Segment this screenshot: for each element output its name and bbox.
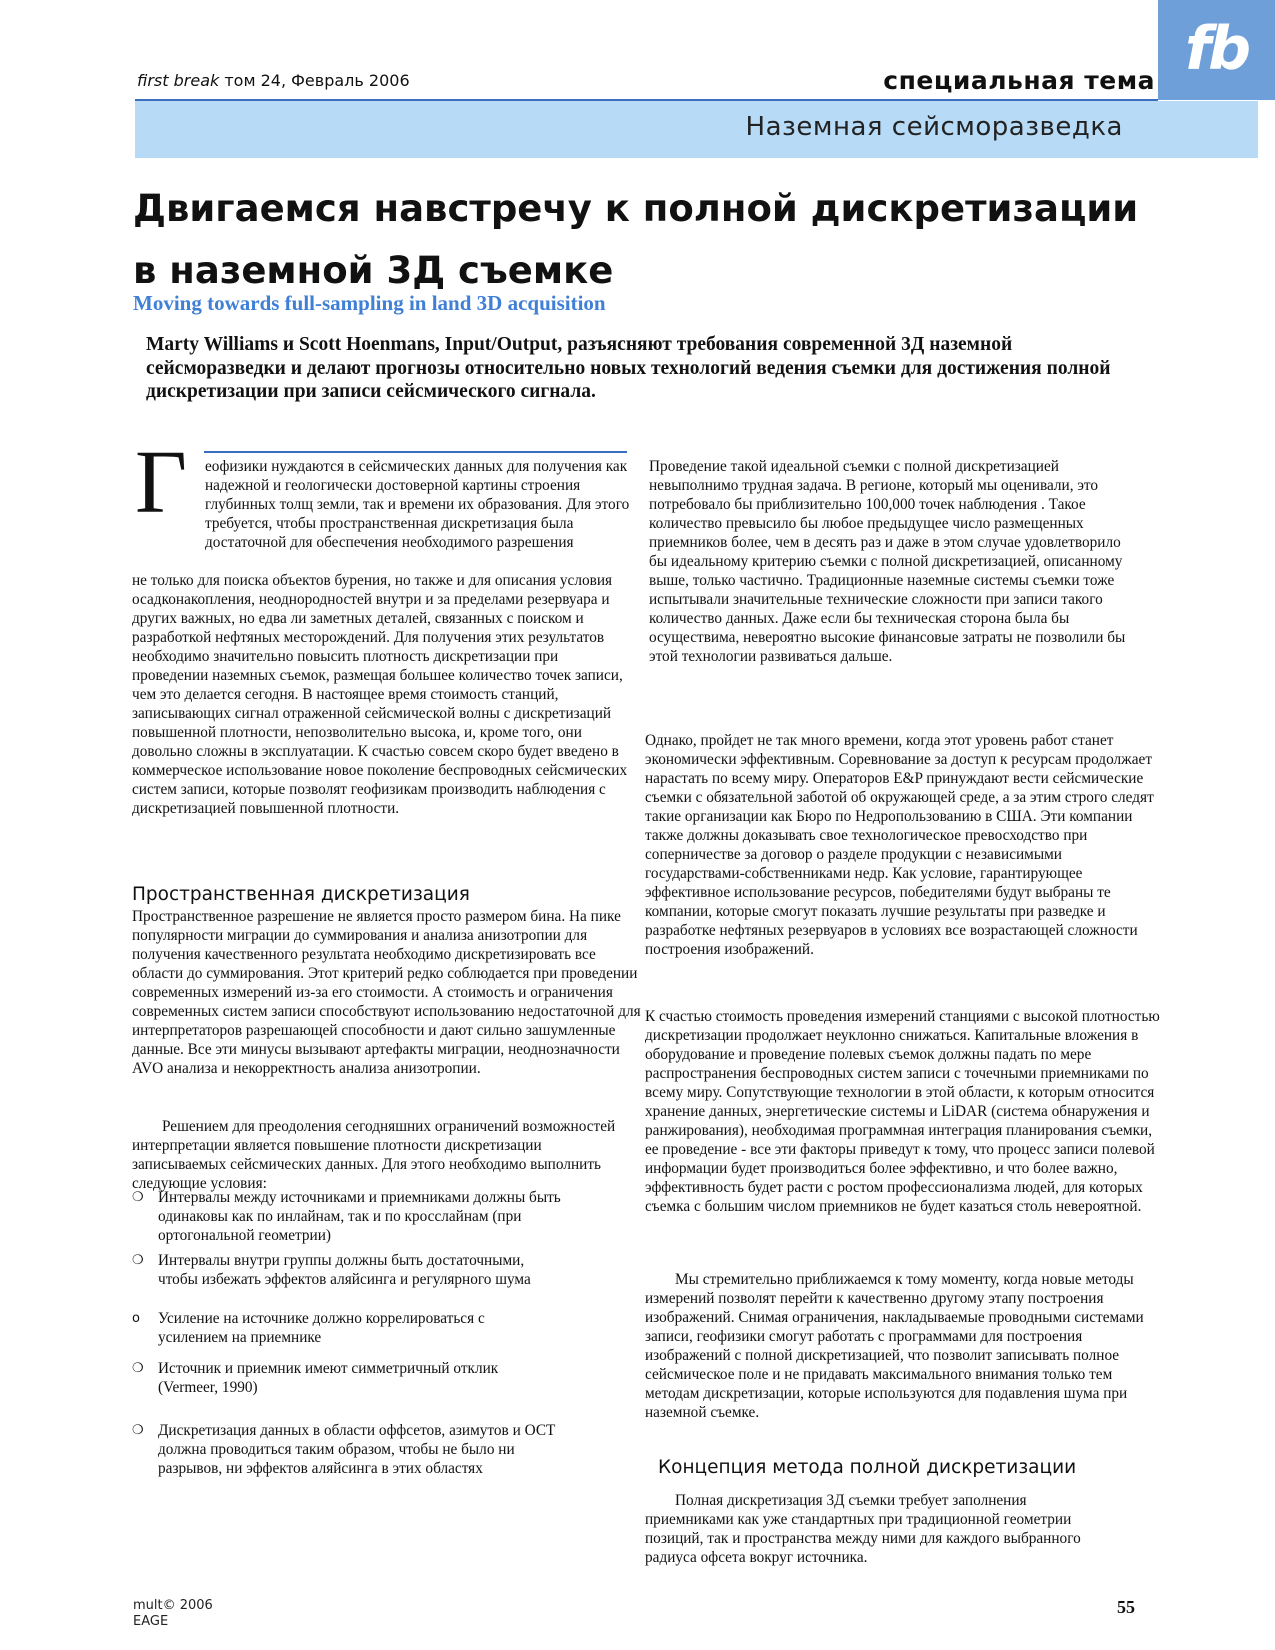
intro-paragraph-start: еофизики нуждаются в сейсмических данных для получения как надежной и геологически достоверной картины строения глубинных толщ земли, так и времени их образования. Для этого требуется, чтобы пространственная дискретизация была достаточной для обеспечения необходимого разрешения xyxy=(205,458,630,551)
article-title: Двигаемся навстречу к полной дискретизации в наземной 3Д съемке xyxy=(133,187,1139,292)
list-item-text: Дискретизация данных в области оффсетов, азимутов и ОСТ должна проводиться таким образом, чтобы не было ни разрывов, ни эффектов аляйсинга в этих областях xyxy=(158,1422,556,1477)
section-title: Наземная сейсморазведка xyxy=(745,112,1123,142)
bullet-marker: ❍ xyxy=(132,1423,144,1438)
copyright xyxy=(133,1598,213,1630)
list-item xyxy=(132,1421,562,1478)
list-item xyxy=(132,1188,562,1245)
article-lead: Marty Williams и Scott Hoenmans, Input/Output, разъясняют требования современной 3Д наземной сейсморазведки и делают прогнозы относительно новых технологий ведения съемки для достижения полной дискретизации при записи сейсмического сигнала. xyxy=(146,334,1111,402)
journal-logo: fb xyxy=(1158,0,1275,100)
list-item xyxy=(132,1359,522,1397)
list-item-text: Источник и приемник имеют симметричный отклик (Vermeer, 1990) xyxy=(158,1360,499,1396)
bullet-marker: ❍ xyxy=(132,1190,144,1205)
paragraph-solution: Решением для преодоления сегодняшних ограничений возможностей интерпретации является повышение плотности дискретизации записываемых сейсмических данных. Для этого необходимо выполнить следующие условия: xyxy=(132,1118,616,1192)
bullet-marker: ❍ xyxy=(132,1253,144,1268)
article-subtitle-en: Moving towards full-sampling in land 3D acquisition xyxy=(133,291,606,315)
paragraph-new-methods: Мы стремительно приближаемся к тому моменту, когда новые методы измерений позволят перейти к качественно другому этапу построения изображений. Снимая ограничения, накладываемые проводными системами записи, геофизики смогут работать с программами для построения изображений с полной дискретизацией, что позволит записывать полное сейсмическое поле и не придавать максимального внимания только тем методам дискретизации, которые используются для подавления шума при наземной съемке. xyxy=(645,1271,1144,1421)
list-item xyxy=(132,1251,562,1289)
heading-full-sampling-concept: Концепция метода полной дискретизации xyxy=(658,1457,1077,1478)
drop-cap: Г xyxy=(135,433,188,532)
section-band xyxy=(135,101,1258,158)
bullet-marker: ❍ xyxy=(132,1361,144,1376)
paragraph-full-sampling: Полная дискретизация 3Д съемки требует заполнения приемниками как уже стандартных при традиционной геометрии позиций, так и пространства между ними для каждого выбранного радиуса офсета вокруг источника. xyxy=(645,1492,1081,1566)
journal-name: first break xyxy=(137,71,220,90)
page-number: 55 xyxy=(1117,1597,1135,1617)
bullet-marker: o xyxy=(132,1311,140,1326)
paragraph-cost-decline: К счастью стоимость проведения измерений станциями с высокой плотностью дискретизации продолжает неуклонно снижаться. Капитальные вложения в оборудование и проведение полевых съемок должны падать по мере распространения беспроводных систем записи с точечными приемниками по всему миру. Сопутствующие технологии в этой области, к которым относится хранение данных, энергетические системы и LiDAR (система обнаружения и ранжирования), необходимая программная интеграция планирования съемки, ее проведение - все эти факторы приведут к тому, что процесс записи полевой информации будет производиться более эффективно, и что более важно, эффективность будет расти с ростом профессионализма людей, для которых съемка с большим числом приемников не будет казаться столь невероятной. xyxy=(645,1008,1160,1215)
copyright-line: mult© 2006 xyxy=(133,1598,213,1613)
intro-rule xyxy=(204,451,627,453)
copyright-publisher: EAGE xyxy=(133,1614,169,1629)
list-item-text: Интервалы между источниками и приемниками должны быть одинаковы как по инлайнам, так и по кросслайнам (при ортогональной геометрии) xyxy=(158,1189,561,1244)
intro-paragraph-rest: не только для поиска объектов бурения, но также и для описания условия осадконакопления, неоднородностей внутри и за пределами резервуара и других важных, но едва ли заметных деталей, связанных с поиском и разработкой нефтяных месторождений. Для получения этих результатов необходимо значительно повысить плотность дискретизации при проведении наземных съемок, размещая большее количество точек записи, чем это делается сегодня. В настоящее время стоимость станций, записывающих сигнал отраженной сейсмической волны с дискретизаций повышенной плотности, непозволительно высока, и, кроме того, они довольно сложны в эксплуатации. К счастью совсем скоро будет введено в коммерческое использование новое поколение беспроводных сейсмических систем записи, которые позволят геофизикам производить наблюдения с дискретизацией повышенной плотности. xyxy=(132,572,628,817)
heading-spatial-sampling: Пространственная дискретизация xyxy=(132,884,470,905)
list-item-text: Усиление на источнике должно коррелироваться с усилением на приемнике xyxy=(158,1310,485,1346)
paragraph-ideal-survey: Проведение такой идеальной съемки с полной дискретизацией невыполнимо трудная задача. В регионе, который мы оценивали, это потребовало бы приблизительно 100,000 точек наблюдения . Такое количество превысило бы любое предыдущее число размещенных приемников более, чем в десять раз и даже в этом случае удовлетворило бы идеальному критерию съемки с полной дискретизацией, описанному выше, только частично. Традиционные наземные системы съемки тоже испытывали значительные технические сложности при записи такого количество данных. Даже если бы техническая сторона была бы осуществима, невероятно высокие финансовые затраты не позволили бы этой технологии развиваться дальше. xyxy=(649,458,1126,665)
issue-info xyxy=(137,71,410,90)
paragraph-spatial: Пространственное разрешение не является просто размером бина. На пике популярности миграции до суммирования и анализа анизотропии для получения качественного результата необходимо дискретизировать все области до суммирования. Этот критерий редко соблюдается при проведении современных измерений из-за его стоимости. А стоимость и ограничения современных систем записи способствуют использованию недостаточной для интерпретаторов разрешающей способности и дают сильно зашумленные данные. Все эти минусы вызывают артефакты миграции, неоднозначности AVO анализа и некорректность анализа анизотропии. xyxy=(132,908,641,1077)
list-item xyxy=(132,1309,512,1347)
special-topic-label: специальная тема xyxy=(883,66,1155,95)
issue-number: том 24, Февраль 2006 xyxy=(224,71,410,90)
list-item-text: Интервалы внутри группы должны быть достаточными, чтобы избежать эффектов аляйсинга и регулярного шума xyxy=(158,1252,531,1288)
paragraph-competition: Однако, пройдет не так много времени, когда этот уровень работ станет экономически эффективным. Соревнование за доступ к ресурсам продолжает нарастать по всему миру. Операторов E&P принуждают вести сейсмические съемки с обязательной заботой об окружающей среде, а за этим строго следят такие организации как Бюро по Недропользованию в США. Эти компании также должны доказывать свое технологическое превосходство при соперничестве за договор о разделе продукции с независимыми государствами-собственниками недр. Как условие, гарантирующее эффективное использование ресурсов, победителями будут выбраны те компании, которые смогут показать лучшие результаты при разведке и разработке нефтяных резервуаров в условиях все возрастающей сложности построения изображений. xyxy=(645,732,1154,958)
